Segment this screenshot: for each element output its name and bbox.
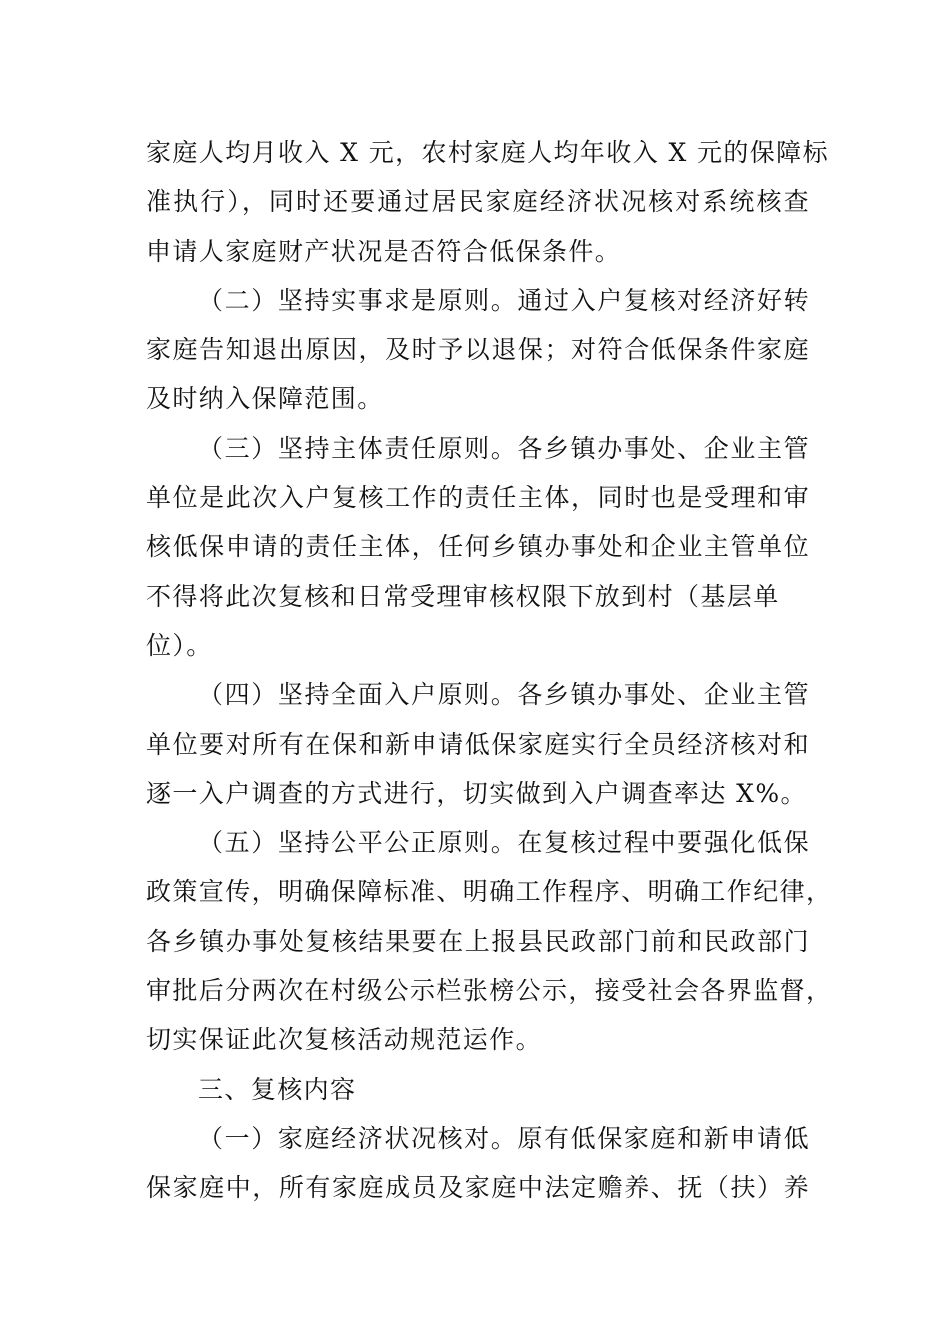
text-line: 各乡镇办事处复核结果要在上报县民政部门前和民政部门 [146, 926, 810, 956]
text-line: （二）坚持实事求是原则。通过入户复核对经济好转 [198, 285, 810, 315]
text-line: （一）家庭经济状况核对。原有低保家庭和新申请低 [198, 1123, 810, 1153]
text-line: 家庭告知退出原因，及时予以退保；对符合低保条件家庭 [146, 335, 810, 365]
text-line: 不得将此次复核和日常受理审核权限下放到村（基层单 [146, 581, 780, 611]
text-line: 核低保申请的责任主体，任何乡镇办事处和企业主管单位 [146, 532, 810, 562]
document-body [146, 128, 833, 1213]
text-line: 逐一入户调查的方式进行，切实做到入户调查率达 X%。 [146, 778, 807, 808]
text-line: 及时纳入保障范围。 [146, 384, 384, 414]
text-line: 政策宣传，明确保障标准、明确工作程序、明确工作纪律， [146, 877, 833, 907]
text-line: 准执行），同时还要通过居民家庭经济状况核对系统核查 [146, 187, 810, 217]
text-line: （三）坚持主体责任原则。各乡镇办事处、企业主管 [198, 433, 810, 463]
text-line: 单位要对所有在保和新申请低保家庭实行全员经济核对和 [146, 729, 810, 759]
text-line: 位）。 [146, 630, 213, 660]
text-line: 申请人家庭财产状况是否符合低保条件。 [146, 236, 622, 266]
text-line: 切实保证此次复核活动规范运作。 [146, 1025, 543, 1055]
text-line: 审批后分两次在村级公示栏张榜公示，接受社会各界监督， [146, 976, 833, 1006]
text-line: 保家庭中，所有家庭成员及家庭中法定赡养、抚（扶）养 [146, 1173, 810, 1203]
text-line: 家庭人均月收入 X 元，农村家庭人均年收入 X 元的保障标 [146, 138, 829, 167]
text-line: 三、复核内容 [198, 1074, 357, 1104]
text-line: （五）坚持公平公正原则。在复核过程中要强化低保 [198, 828, 810, 858]
text-line: （四）坚持全面入户原则。各乡镇办事处、企业主管 [198, 680, 810, 710]
text-line: 单位是此次入户复核工作的责任主体，同时也是受理和审 [146, 483, 810, 513]
